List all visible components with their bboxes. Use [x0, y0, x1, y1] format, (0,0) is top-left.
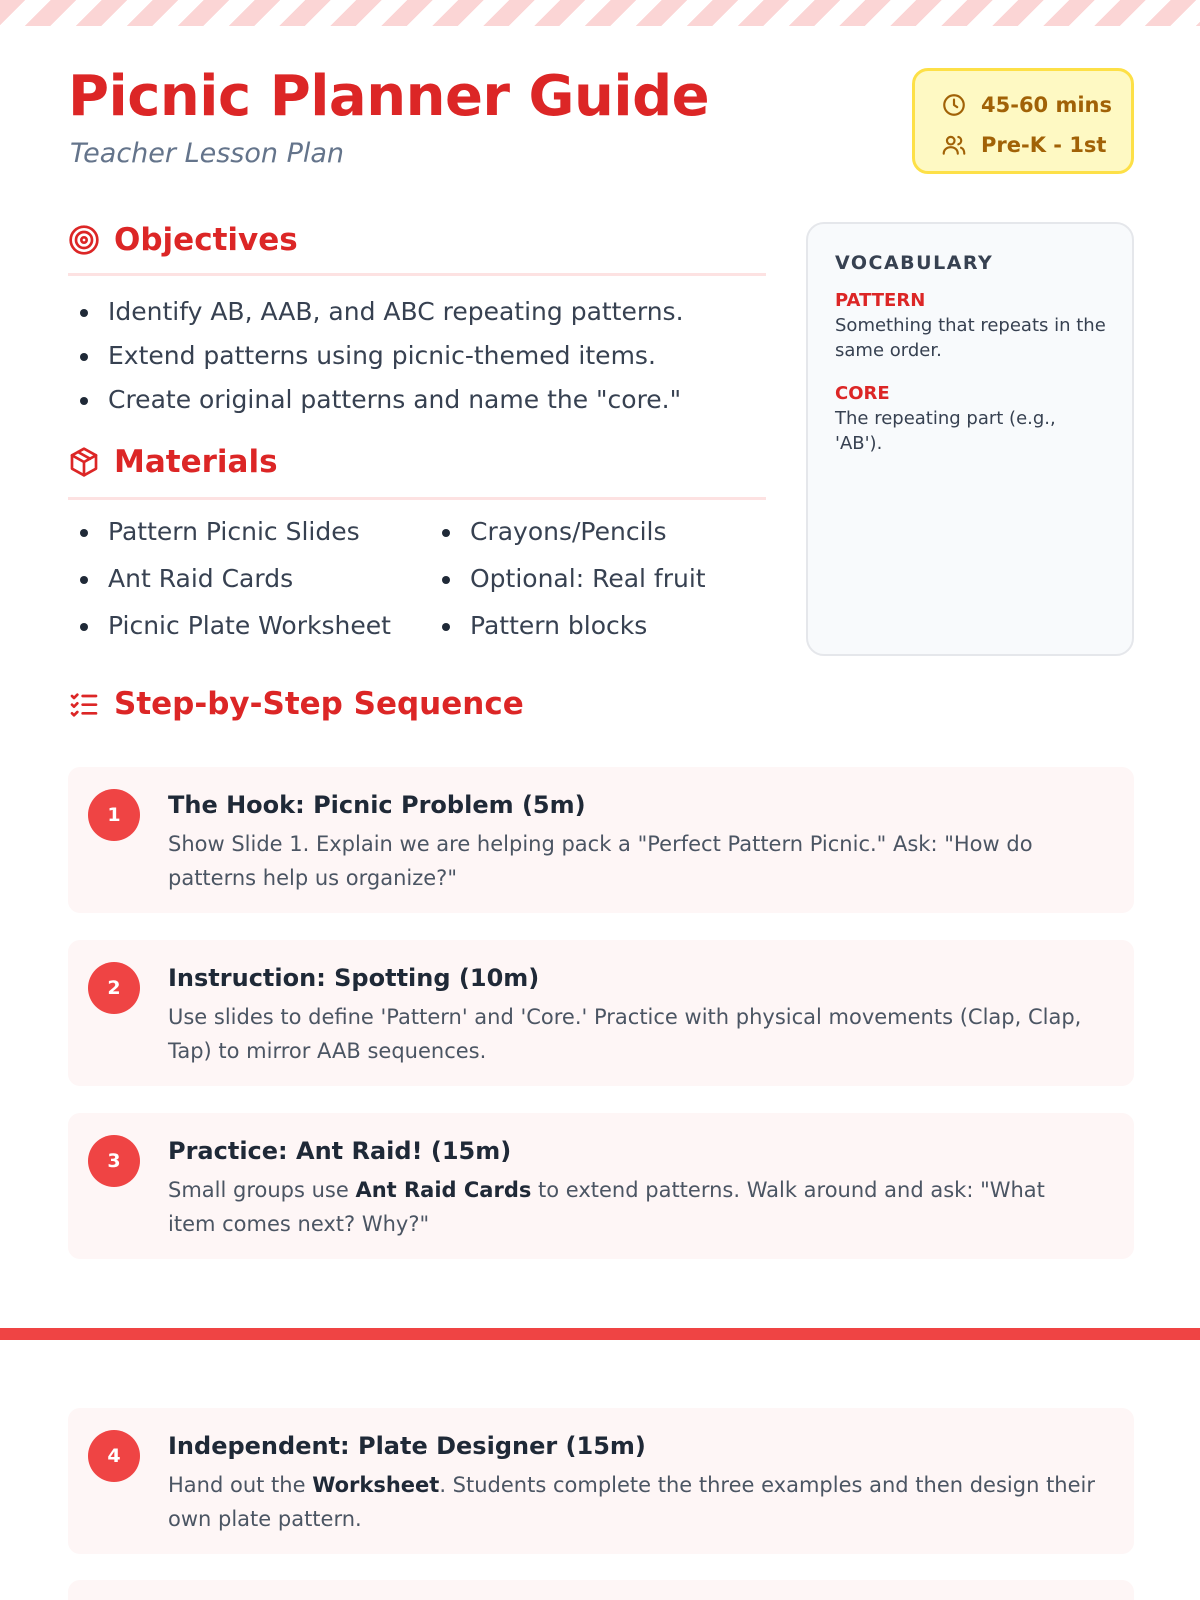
materials-list-right [430, 514, 706, 655]
materials-divider [68, 497, 766, 500]
grade-row [941, 125, 1131, 165]
step-description: Use slides to define 'Pattern' and 'Core.' Practice with physical movements (Clap, Clap, Tap) to mirror AAB sequences. [168, 1005, 1082, 1063]
step-text-emphasis: Worksheet [312, 1473, 440, 1497]
step-card [68, 940, 1134, 1086]
step-number-badge: 1 [88, 789, 140, 841]
step-number-badge: 3 [88, 1135, 140, 1187]
list-item: Ant Raid Cards [68, 561, 391, 608]
duration-text: 45-60 mins [981, 93, 1113, 117]
objectives-header [68, 222, 766, 258]
lesson-meta-box [912, 68, 1134, 174]
package-icon [68, 446, 100, 478]
step-text: Small groups use [168, 1178, 356, 1202]
vocab-term: PATTERN [835, 290, 926, 311]
page-break-bar [0, 1328, 1200, 1340]
step-card [68, 1408, 1134, 1554]
step-card [68, 1113, 1134, 1259]
clock-icon [941, 92, 967, 118]
list-item: Optional: Real fruit [430, 561, 706, 608]
step-text: Hand out the [168, 1473, 313, 1497]
checklist-icon [68, 688, 100, 720]
page-subtitle: Teacher Lesson Plan [70, 138, 345, 169]
step-card [68, 767, 1134, 913]
step-title: Independent: Plate Designer (15m) [168, 1432, 646, 1460]
step-text: . Students complete the three examples and then design their own plate pattern. [168, 1473, 1096, 1531]
objectives-list [68, 294, 684, 426]
sequence-header [68, 686, 766, 722]
top-stripe-border [0, 0, 1200, 26]
step-text: to extend patterns. Walk around and ask: "What item comes next? Why?" [168, 1178, 1045, 1236]
vocab-term: CORE [835, 383, 890, 404]
list-item: Picnic Plate Worksheet [68, 608, 391, 655]
vocabulary-heading: VOCABULARY [835, 252, 994, 274]
page-title: Picnic Planner Guide [68, 64, 710, 129]
page-one [0, 26, 1200, 1326]
step-description [168, 1173, 1098, 1241]
list-item: Create original patterns and name the "core." [68, 382, 684, 426]
list-item: Extend patterns using picnic-themed items. [68, 338, 684, 382]
materials-list-left [68, 514, 391, 655]
vocab-definition: Something that repeats in the same order. [835, 315, 1106, 361]
target-icon [68, 224, 100, 256]
step-text-emphasis: Ant Raid Cards [355, 1178, 532, 1202]
materials-header [68, 444, 766, 480]
objectives-heading: Objectives [114, 222, 298, 258]
step-title: Practice: Ant Raid! (15m) [168, 1137, 512, 1165]
step-number-badge: 4 [88, 1430, 140, 1482]
duration-row [941, 85, 1131, 125]
list-item: Identify AB, AAB, and ABC repeating patterns. [68, 294, 684, 338]
vocabulary-card [806, 222, 1134, 656]
objectives-divider [68, 273, 766, 276]
step-title: The Hook: Picnic Problem (5m) [168, 791, 586, 819]
users-icon [941, 132, 967, 158]
grade-text: Pre-K - 1st [981, 133, 1107, 157]
step-card-partial [68, 1580, 1134, 1600]
step-title: Instruction: Spotting (10m) [168, 964, 540, 992]
list-item: Pattern blocks [430, 608, 706, 655]
step-description: Show Slide 1. Explain we are helping pack a "Perfect Pattern Picnic." Ask: "How do patterns help us organize?" [168, 832, 1033, 890]
step-number-badge: 2 [88, 962, 140, 1014]
list-item: Pattern Picnic Slides [68, 514, 391, 561]
sequence-heading: Step-by-Step Sequence [114, 686, 524, 722]
materials-heading: Materials [114, 444, 278, 480]
list-item: Crayons/Pencils [430, 514, 706, 561]
vocab-definition: The repeating part (e.g., 'AB'). [835, 408, 1056, 454]
step-description [168, 1468, 1098, 1536]
